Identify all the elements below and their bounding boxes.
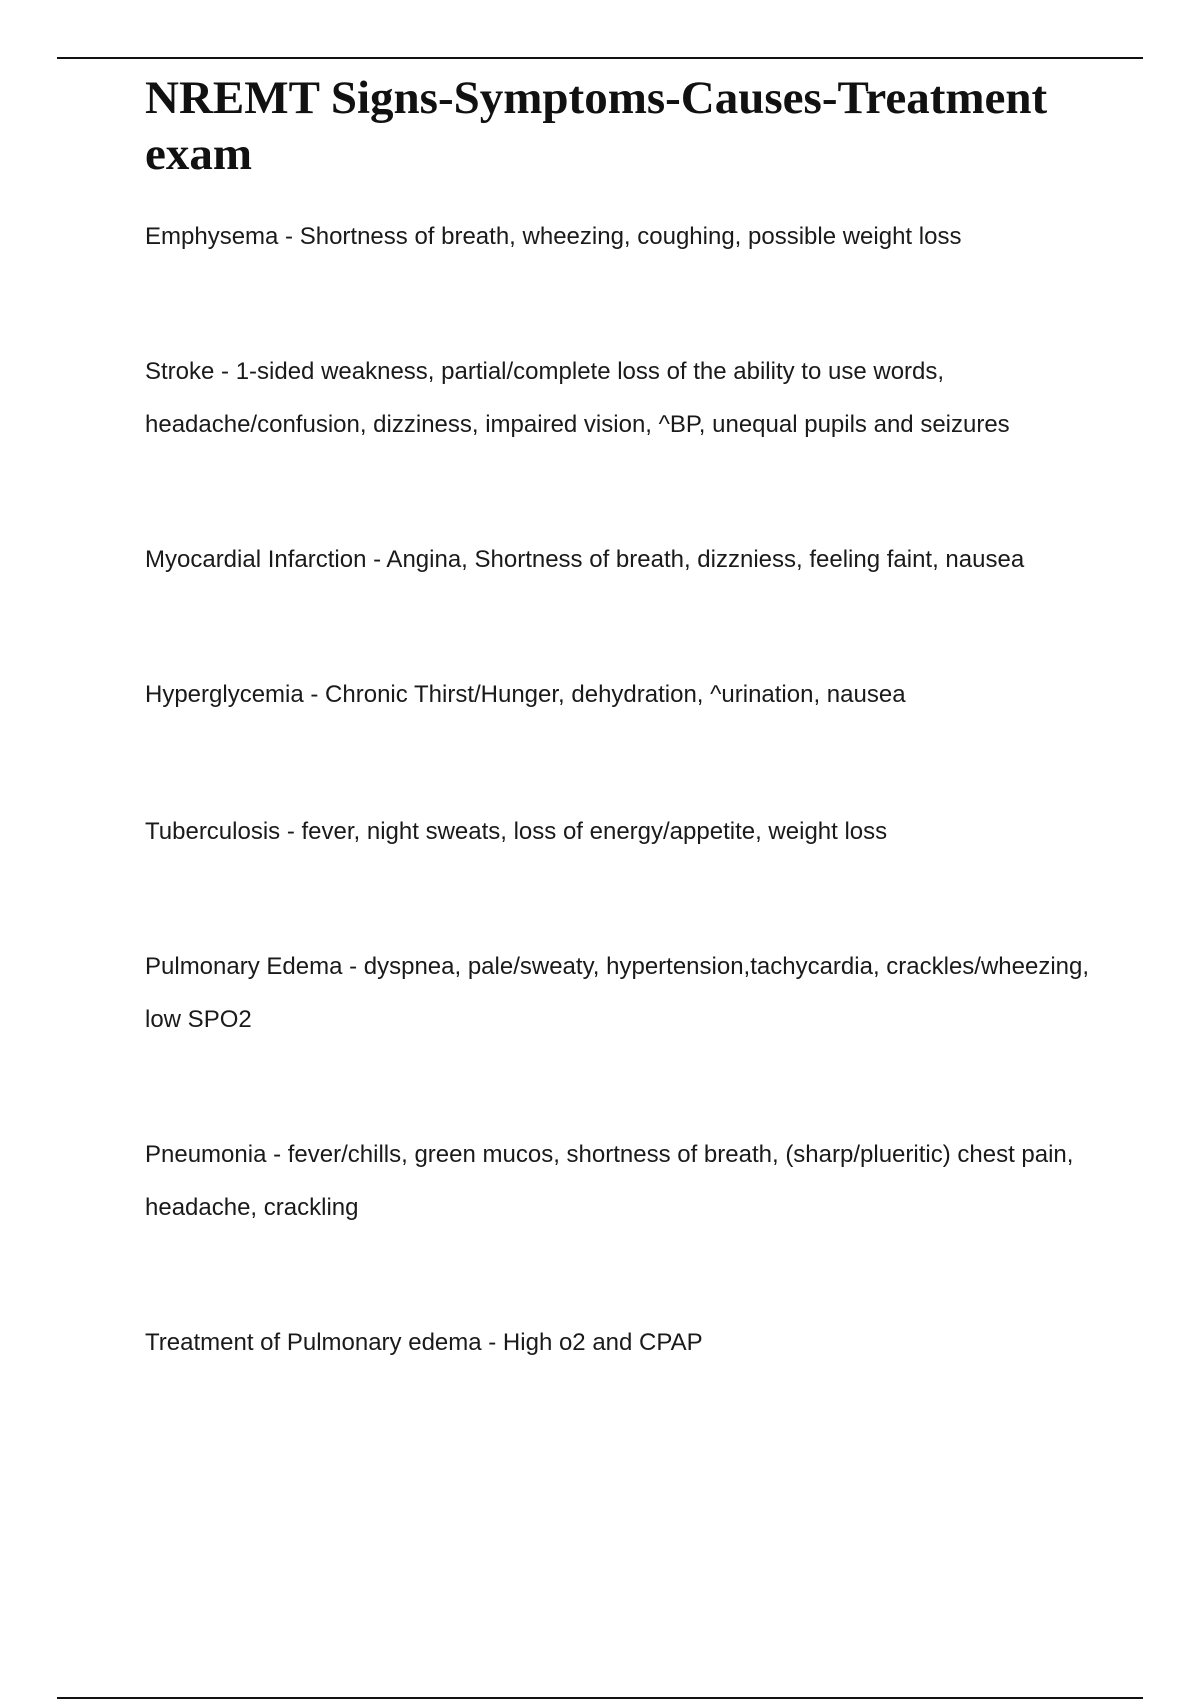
entry-pneumonia: Pneumonia - fever/chills, green mucos, shortness of breath, (sharp/plueritic) chest pain, headache, crackling: [145, 1141, 1074, 1221]
entry-treatment-pulmonary-edema: Treatment of Pulmonary edema - High o2 and CPAP: [145, 1329, 703, 1356]
entry-stroke: Stroke - 1-sided weakness, partial/complete loss of the ability to use words, headache/confusion, dizziness, impaired vision, ^BP, unequal pupils and seizures: [145, 358, 1010, 438]
page-title: NREMT Signs-Symptoms-Causes-Treatment exam: [145, 72, 1048, 180]
top-divider: [57, 57, 1143, 59]
bottom-divider: [57, 1697, 1143, 1699]
entry-hyperglycemia: Hyperglycemia - Chronic Thirst/Hunger, dehydration, ^urination, nausea: [145, 681, 906, 708]
entry-tuberculosis: Tuberculosis - fever, night sweats, loss of energy/appetite, weight loss: [145, 818, 888, 845]
entry-emphysema: Emphysema - Shortness of breath, wheezing, coughing, possible weight loss: [145, 223, 962, 250]
entry-pulmonary-edema: Pulmonary Edema - dyspnea, pale/sweaty, hypertension,tachycardia, crackles/wheezing, low SPO2: [145, 953, 1090, 1033]
entry-myocardial-infarction: Myocardial Infarction - Angina, Shortness of breath, dizzniess, feeling faint, nausea: [145, 546, 1025, 573]
